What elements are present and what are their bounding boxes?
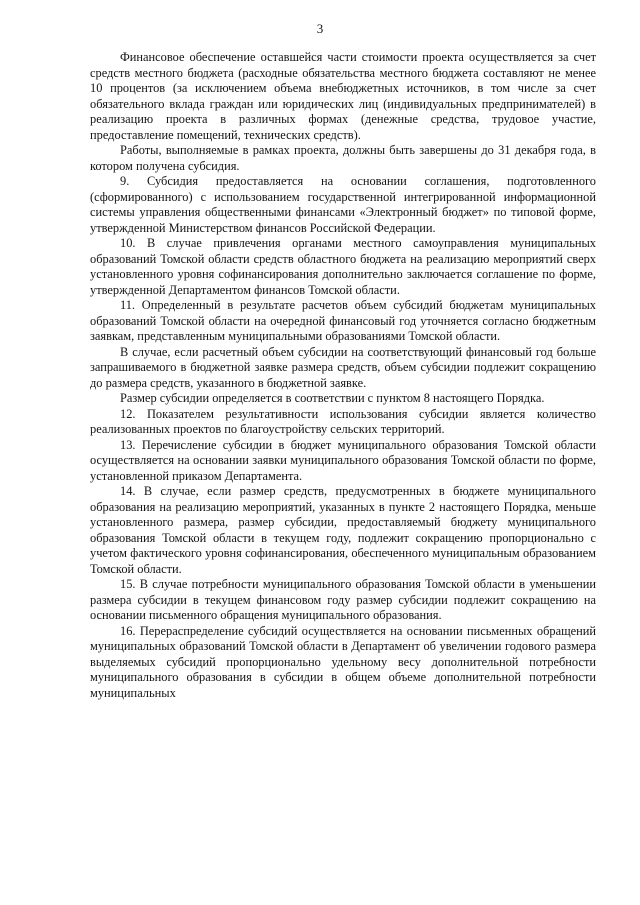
page-number: 3 — [316, 21, 324, 36]
paragraph-item-16: 16. Перераспределение субсидий осуществляется на основании письменных обращений муниципальных образований Томской области в Департамент об увеличении годового размера выделяемых субсидий пропорционально удельному весу дополнительной потребности муниципального образования в субсидии в общем объеме дополнительной потребности муниципальных — [90, 623, 596, 700]
paragraph-financing: Финансовое обеспечение оставшейся части стоимости проекта осуществляется за счет средств местного бюджета (расходные обязательства местного бюджета составляют не менее 10 процентов (за исключением объема внебюджетных источников, в том числе за счет обязательного вклада граждан или юридических лиц (индивидуальных предпринимателей) в реализацию проекта в различных формах (денежные средства, трудовое участие, предоставление помещений, технических средств). — [90, 50, 596, 142]
paragraph-item-13: 13. Перечисление субсидии в бюджет муниципального образования Томской области осуществляется на основании заявки муниципального образования Томской области по форме, установленной приказом Департамента. — [90, 437, 596, 483]
paragraph-item-11-case: В случае, если расчетный объем субсидии на соответствующий финансовый год больше запрашиваемого в бюджетной заявке размера средств, объем субсидии подлежит сокращению до размера средств, указанного в бюджетной заявке. — [90, 344, 596, 390]
paragraph-item-10: 10. В случае привлечения органами местного самоуправления муниципальных образований Томской области средств областного бюджета на реализацию мероприятий сверх установленного уровня софинансирования дополнительно заключается соглашение по форме, утвержденной Департаментом финансов Томской области. — [90, 236, 596, 297]
paragraph-works-deadline: Работы, выполняемые в рамках проекта, должны быть завершены до 31 декабря года, в котором получена субсидия. — [90, 143, 596, 173]
paragraph-item-15: 15. В случае потребности муниципального образования Томской области в уменьшении размера субсидии в текущем финансовом году размер субсидии подлежит сокращению на основании письменного обращения муниципального образования. — [90, 577, 596, 622]
paragraph-item-14: 14. В случае, если размер средств, предусмотренных в бюджете муниципального образования на реализацию мероприятий, указанных в пункте 2 настоящего Порядка, меньше установленного размера, размер субсидии, предоставляемый бюджету муниципального образования Томской области в текущем году, подлежит сокращению пропорционально с учетом фактического уровня софинансирования, обеспеченного муниципальным образованием Томской области. — [90, 484, 596, 576]
document-body — [90, 50, 596, 701]
paragraph-item-11: 11. Определенный в результате расчетов объем субсидий бюджетам муниципальных образований Томской области на очередной финансовый год уточняется согласно бюджетным заявкам, представленным муниципальными образованиями Томской области. — [90, 298, 596, 343]
paragraph-item-9: 9. Субсидия предоставляется на основании соглашения, подготовленного (сформированного) с использованием государственной интегрированной информационной системы управления общественными финансами «Электронный бюджет» по типовой форме, утвержденной Министерством финансов Российской Федерации. — [90, 174, 596, 235]
paragraph-item-11-size: Размер субсидии определяется в соответствии с пунктом 8 настоящего Порядка. — [120, 391, 545, 405]
paragraph-item-12: 12. Показателем результативности использования субсидии является количество реализованных проектов по благоустройству сельских территорий. — [90, 406, 596, 436]
